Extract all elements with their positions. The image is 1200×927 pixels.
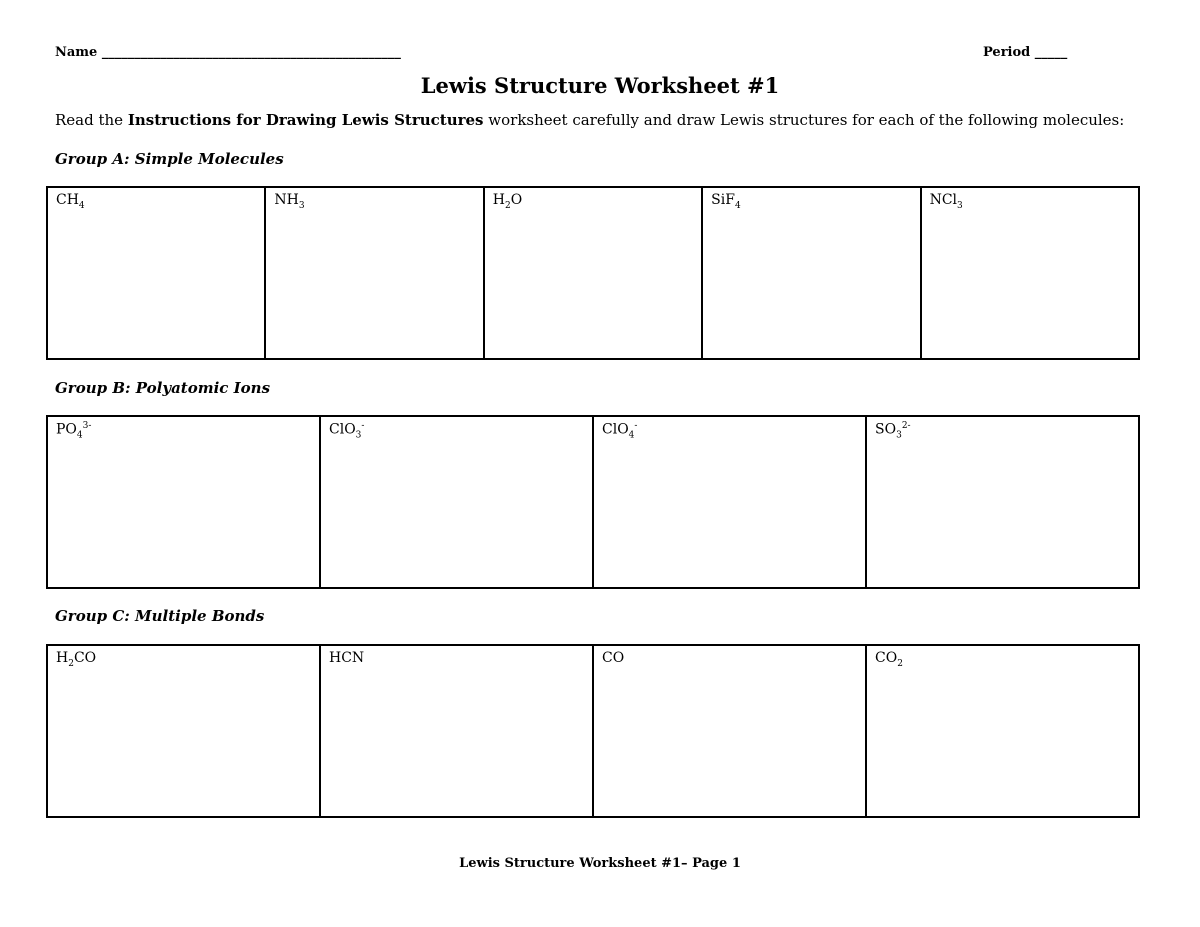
molecule-cell[interactable] [265,187,483,359]
molecule-cell[interactable] [47,416,320,588]
formula-main: H [492,192,505,208]
page-footer: Lewis Structure Worksheet #1– Page 1 [459,856,741,871]
formula-main: SiF [711,192,735,208]
molecule-cell[interactable] [47,187,265,359]
formula-main: CH [56,192,79,208]
formula-subscript: 2 [897,658,903,669]
formula-subscript: 3 [957,200,963,211]
group-a-label: Group A: Simple Molecules [55,150,284,168]
formula-charge: - [634,421,638,431]
group-b-label: Group B: Polyatomic Ions [55,379,271,397]
molecule-cell[interactable] [47,645,320,817]
formula-subscript: 2 [68,658,74,669]
group-c-table [46,644,1140,818]
period-blank[interactable]: _____ [1034,45,1068,60]
period-label: Period [983,45,1031,60]
name-label: Name [55,45,98,60]
molecule-cell[interactable] [866,416,1139,588]
formula-main: ClO [329,421,356,438]
formula-subscript: 4 [76,430,83,441]
formula-subscript: 2 [505,200,511,211]
formula-subscript: 3 [355,430,362,441]
molecule-cell[interactable] [320,416,593,588]
molecule-cell[interactable] [921,187,1139,359]
instructions-suffix: worksheet carefully and draw Lewis structures for each of the following molecules: [483,111,1125,129]
period-field[interactable] [983,45,1067,60]
formula-subscript: 4 [78,200,85,211]
group-c-label: Group C: Multiple Bonds [55,607,265,625]
formula-main: NH [274,192,299,208]
formula-main: NCl [929,192,958,208]
formula-main: CO [602,650,625,666]
formula-subscript: 3 [896,430,902,441]
molecule-cell[interactable] [593,645,866,817]
formula-main: O [510,192,523,208]
name-field[interactable] [55,45,401,60]
formula-main: ClO [602,421,629,438]
formula-main: SO [875,421,897,438]
name-blank[interactable]: ______________________________________________ [101,45,401,60]
formula-main: PO [56,421,77,438]
formula-charge: 3- [82,421,92,431]
formula-charge: - [361,421,365,431]
formula-main: CO [73,650,97,666]
formula-main: CO [875,650,898,666]
molecule-cell[interactable] [702,187,920,359]
molecule-cell[interactable] [866,645,1139,817]
group-a-table [46,186,1140,360]
instructions-bold: Instructions for Drawing Lewis Structures [127,111,484,129]
group-b-table [46,415,1140,589]
instructions-prefix: Read the [55,111,128,129]
molecule-cell[interactable] [320,645,593,817]
molecule-cell[interactable] [593,416,866,588]
formula-subscript: 4 [628,430,635,441]
formula-subscript: 3 [298,200,305,211]
formula-charge: 2- [901,421,911,431]
formula-subscript: 4 [734,200,741,211]
formula-main: H [56,650,69,666]
formula-main: HCN [329,650,365,666]
instructions-text [55,111,1124,129]
molecule-cell[interactable] [484,187,702,359]
page-title: Lewis Structure Worksheet #1 [420,73,780,98]
